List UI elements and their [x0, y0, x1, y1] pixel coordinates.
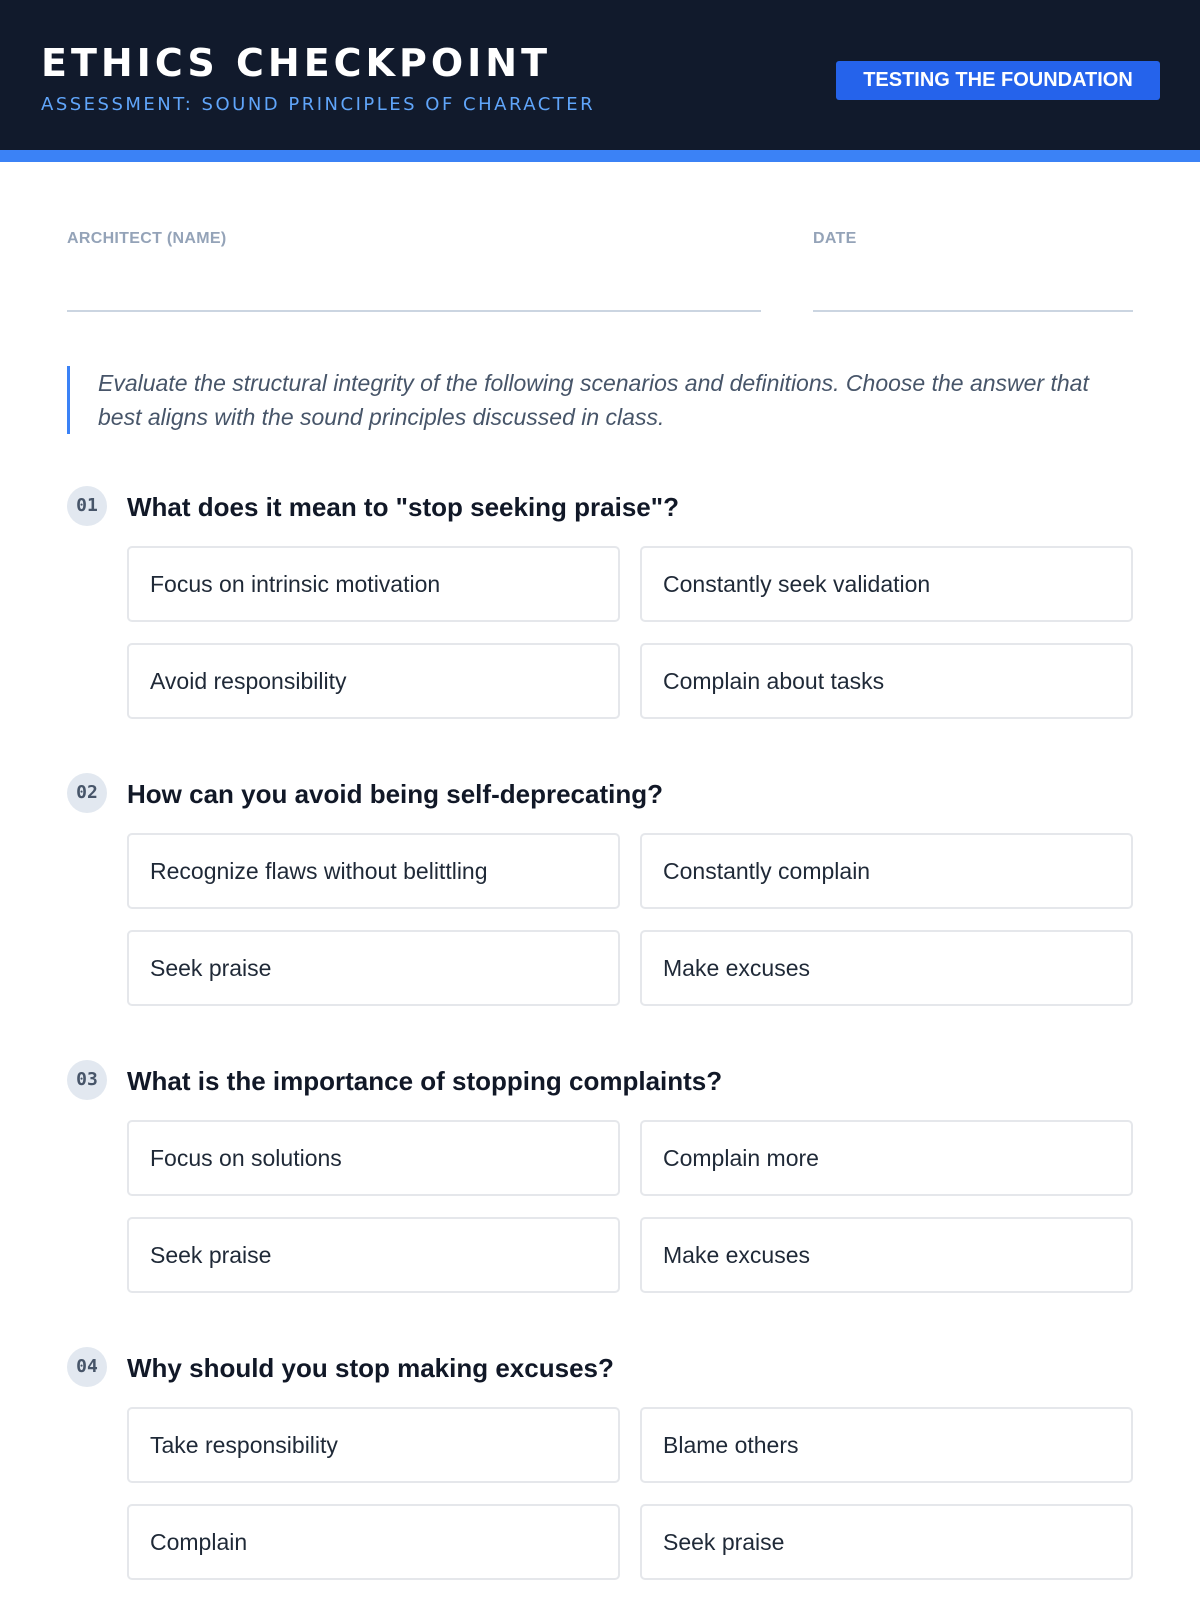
question-number: 01 [67, 486, 107, 526]
answer-option[interactable]: Make excuses [640, 1217, 1133, 1293]
header [0, 0, 1200, 162]
question-text: How can you avoid being self-deprecating? [127, 779, 663, 809]
answer-option[interactable]: Focus on intrinsic motivation [127, 546, 620, 622]
question-block [0, 773, 1200, 1033]
answer-option[interactable]: Avoid responsibility [127, 643, 620, 719]
answer-option[interactable]: Complain about tasks [640, 643, 1133, 719]
answer-option[interactable]: Seek praise [127, 930, 620, 1006]
name-field[interactable] [67, 310, 761, 312]
question-number: 04 [67, 1347, 107, 1387]
question-block [0, 1060, 1200, 1320]
answer-option[interactable]: Seek praise [640, 1504, 1133, 1580]
date-field-label: DATE [813, 230, 857, 247]
instructions: Evaluate the structural integrity of the following scenarios and definitions. Choose the answer that best aligns with the sound principles discussed in class. [67, 366, 1135, 434]
answer-option[interactable]: Seek praise [127, 1217, 620, 1293]
page-subtitle: ASSESSMENT: SOUND PRINCIPLES OF CHARACTER [41, 94, 596, 115]
question-block [0, 1347, 1200, 1607]
question-number: 02 [67, 773, 107, 813]
answer-option[interactable]: Blame others [640, 1407, 1133, 1483]
answer-option[interactable]: Focus on solutions [127, 1120, 620, 1196]
answer-option[interactable]: Complain more [640, 1120, 1133, 1196]
question-text: What is the importance of stopping complaints? [127, 1066, 723, 1096]
name-field-label: ARCHITECT (NAME) [67, 230, 227, 247]
answer-option[interactable]: Make excuses [640, 930, 1133, 1006]
answer-option[interactable]: Constantly seek validation [640, 546, 1133, 622]
date-field[interactable] [813, 310, 1133, 312]
section-badge: TESTING THE FOUNDATION [836, 61, 1160, 100]
question-block [0, 486, 1200, 746]
answer-option[interactable]: Complain [127, 1504, 620, 1580]
page-title: ETHICS CHECKPOINT [41, 41, 552, 85]
answer-option[interactable]: Constantly complain [640, 833, 1133, 909]
answer-option[interactable]: Recognize flaws without belittling [127, 833, 620, 909]
question-number: 03 [67, 1060, 107, 1100]
question-text: Why should you stop making excuses? [127, 1353, 614, 1383]
answer-option[interactable]: Take responsibility [127, 1407, 620, 1483]
question-text: What does it mean to "stop seeking praise"? [127, 492, 679, 522]
